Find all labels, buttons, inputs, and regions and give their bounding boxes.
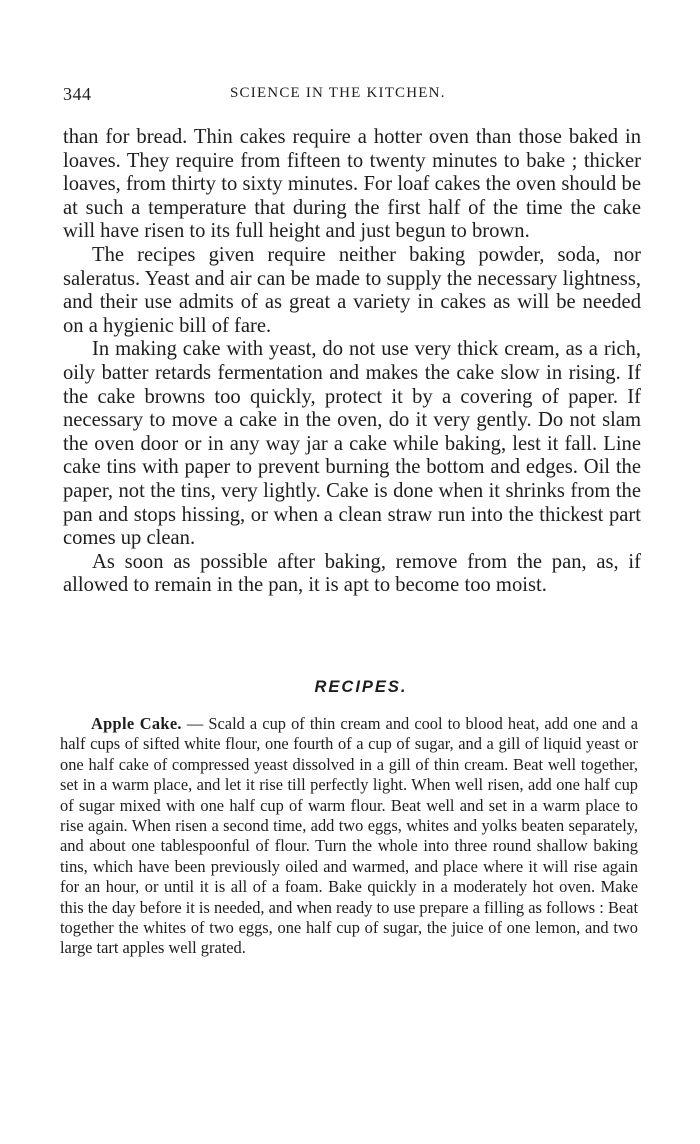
paragraph: The recipes given require neither baking powder, soda, nor saleratus. Yeast and air can be made to supply the necessary lightness, and their use admits of as great a variety in cakes as will be needed on a hygienic bill of fare. [63,243,641,337]
recipe-name: Apple Cake. [91,714,182,733]
paragraph: In making cake with yeast, do not use very thick cream, as a rich, oily batter retards fermentation and makes the cake slow in rising. If the cake browns too quickly, protect it by a covering of paper. If necessary to move a cake in the oven, do it very gently. Do not slam the oven door or in any way jar a cake while baking, lest it fall. Line cake tins with paper to prevent burning the bottom and edges. Oil the paper, not the tins, very lightly. Cake is done when it shrinks from the pan and stops hissing, or when a clean straw run into the thickest part comes up clean. [63,338,641,550]
paragraph: than for bread. Thin cakes require a hotter oven than those baked in loaves. They require from fifteen to twenty minutes to bake ; thicker loaves, from thirty to sixty minutes. For loaf cakes the oven should be at such a temperature that during the first half of the time the cake will have risen to its full height and just begun to brown. [63,126,641,243]
recipe-instructions: — Scald a cup of thin cream and cool to blood heat, add one and a half cups of sifted white flour, one fourth of a cup of sugar, and a gill of liquid yeast or one half cake of compressed yeast dissolved in a gill of thin cream. Beat well together, set in a warm place, and let it rise till perfectly light. When well risen, add one half cup of sugar mixed with one half cup of warm flour. Beat well and set in a warm place to rise again. When risen a second time, add two eggs, whites and yolks beaten separately, and about one tablespoonful of flour. Turn the whole into three round shallow baking tins, which have been previously oiled and warmed, and place where it will rise again for an hour, or until it is all of a foam. Bake quickly in a moderately hot oven. Make this the day before it is needed, and when ready to use prepare a filling as follows : Beat together the whites of two eggs, one half cup of sugar, the juice of one lemon, and two large tart apples well grated. [60,714,638,958]
running-head [63,84,643,108]
recipe-entry [60,714,638,959]
body-text [63,126,641,598]
section-heading: RECIPES. [314,678,408,696]
recipe-list [60,714,638,959]
paragraph: As soon as possible after baking, remove from the pan, as, if allowed to remain in the pan, it is apt to become too moist. [63,550,641,597]
page-number: 344 [63,84,92,104]
running-title: SCIENCE IN THE KITCHEN. [230,85,446,101]
